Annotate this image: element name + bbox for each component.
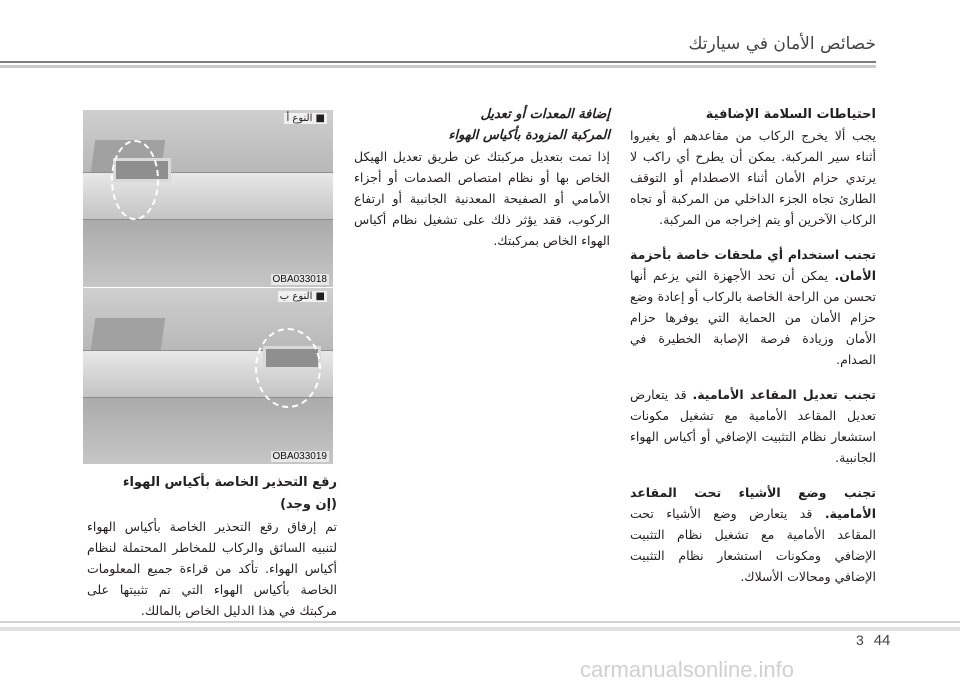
sun-visor-left	[91, 318, 165, 350]
warning-labels-title-line-2: (إن وجد)	[280, 497, 337, 512]
paragraph-2-text: يمكن أن تحد الأجهزة التي يزعم أنها تحسن من الراحة الخاصة بالركاب أو إعادة وضع حزام الأمان من الحماية التي يوفرها حزام الأمان وزيادة فرصة الإصابة الخطيرة في الصدام.	[630, 268, 876, 367]
figure-type-a	[83, 110, 333, 287]
paragraph-2-lead: تجنب استخدام أي ملحقات خاصة بأحزمة الأمان.	[630, 247, 876, 283]
warning-labels-title-line-1: رقع التحذير الخاصة بأكياس الهواء	[122, 475, 337, 490]
paragraph-3-lead: تجنب تعديل المقاعد الأمامية.	[692, 387, 876, 402]
modification-text: إذا تمت بتعديل مركبتك عن طريق تعديل الهيكل الخاص بها أو نظام امتصاص الصدمات أو أجزاء الأمامي أو الصفيحة المعدنية الجانبية أو ارتفاع الركوب، فقد يؤثر ذلك على تشغيل نظام أكياس الهواء الخاص بمركبتك.	[354, 149, 610, 248]
figure-a-label: ■ النوع أ	[286, 113, 325, 124]
right-column	[630, 104, 876, 601]
highlight-circle	[111, 140, 159, 220]
left-column	[87, 472, 337, 635]
warning-labels-text: تم إرفاق رقع التحذير الخاصة بأكياس الهواء لتنبيه السائق والركاب للمخاطر المحتملة لنظام أكياس الهواء. تأكد من قراءة جميع المعلومات الخاصة بأكياس الهواء التي تم تثبيتها على مركبتك في هذا الدليل الخاص بالمالك.	[87, 519, 337, 618]
page-number	[856, 632, 890, 649]
section-title-safety: احتياطات السلامة الإضافية	[705, 107, 876, 122]
figure-a-code: OBA033018	[272, 274, 327, 285]
footer-divider	[0, 621, 960, 631]
highlight-circle	[255, 328, 321, 408]
paragraph-4	[630, 482, 876, 587]
modification-title-line-1: إضافة المعدات أو تعديل	[480, 107, 610, 122]
paragraph-2	[630, 244, 876, 370]
figure-b-code: OBA033019	[272, 451, 327, 462]
paragraph-1-text: يجب ألا يخرج الركاب من مقاعدهم أو يغيروا أثناء سير المركبة. يمكن أن يطرح أي راكب لا يرتدي حزام الأمان أثناء الاصطدام أو التوقف الطارئ تجاه الجزء الداخلي من المركبة أو تجاه الركاب الآخرين أو يتم إخراجه من المركبة.	[630, 128, 876, 227]
page-header-title: خصائص الأمان في سيارتك	[688, 34, 876, 54]
paragraph-3-text: قد يتعارض تعديل المقاعد الأمامية مع تشغيل مكونات استشعار نظام التثبيت الإضافي أو أكياس الهواء الجانبية.	[630, 387, 876, 465]
page-number-value: 44	[873, 632, 891, 649]
watermark: carmanualsonline.info	[580, 657, 795, 682]
middle-column	[354, 104, 610, 265]
paragraph-3	[630, 384, 876, 468]
paragraph-4-lead: تجنب وضع الأشياء تحت المقاعد الأمامية.	[630, 485, 877, 521]
figure-type-b	[83, 287, 333, 464]
figure-b-label: ■ النوع ب	[279, 291, 325, 302]
paragraph-1	[630, 125, 876, 230]
chapter-number: 3	[856, 632, 864, 648]
modification-title-line-2: المركبة المزودة بأكياس الهواء	[448, 128, 610, 143]
header-divider	[0, 61, 876, 68]
paragraph-4-text: قد يتعارض وضع الأشياء تحت المقاعد الأمامية مع تشغيل نظام التثبيت الإضافي ومكونات استشعار نظام التثبيت الإضافي ومحالات الأسلاك.	[630, 506, 876, 584]
